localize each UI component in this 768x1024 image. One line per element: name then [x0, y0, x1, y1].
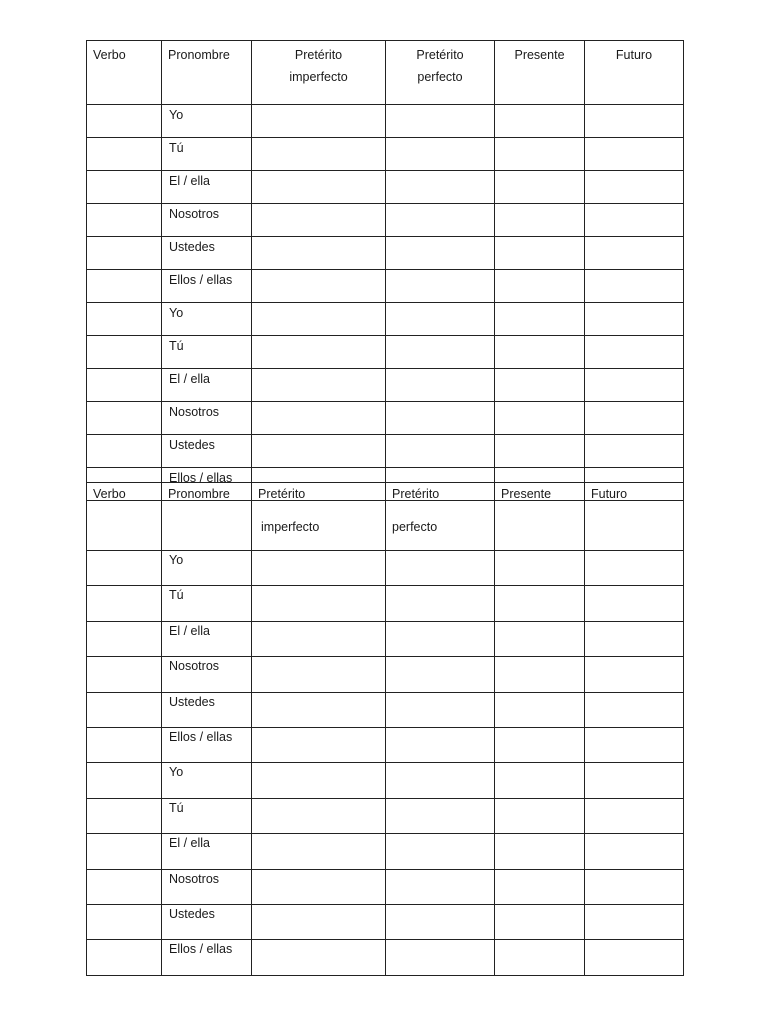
table-row — [87, 237, 684, 270]
pronombre-cell: El / ella — [162, 834, 252, 869]
preterito-perfecto-cell[interactable] — [386, 369, 495, 402]
futuro-cell[interactable] — [585, 369, 684, 402]
pronombre-cell: Nosotros — [162, 402, 252, 435]
header-preterito-imperfecto-line1: Pretérito — [258, 487, 306, 501]
verbo-cell[interactable] — [87, 204, 162, 237]
table-row — [87, 940, 684, 975]
presente-cell[interactable] — [495, 657, 585, 692]
preterito-imperfecto-cell[interactable] — [252, 763, 386, 798]
futuro-cell[interactable] — [585, 763, 684, 798]
futuro-cell[interactable] — [585, 204, 684, 237]
presente-cell[interactable] — [495, 204, 585, 237]
preterito-perfecto-cell[interactable] — [386, 763, 495, 798]
preterito-perfecto-cell[interactable] — [386, 798, 495, 833]
pronombre-cell: Nosotros — [162, 657, 252, 692]
preterito-perfecto-cell[interactable] — [386, 586, 495, 621]
presente-cell[interactable] — [495, 586, 585, 621]
header-futuro: Futuro — [585, 483, 684, 551]
table-row — [87, 904, 684, 939]
verbo-cell[interactable] — [87, 657, 162, 692]
presente-cell[interactable] — [495, 551, 585, 586]
header-pronombre: Pronombre — [162, 41, 252, 105]
pronombre-cell: Tú — [162, 798, 252, 833]
preterito-perfecto-cell[interactable] — [386, 138, 495, 171]
pronombre-cell: Ustedes — [162, 904, 252, 939]
pronombre-cell: Nosotros — [162, 869, 252, 904]
preterito-perfecto-cell[interactable] — [386, 105, 495, 138]
presente-cell[interactable] — [495, 270, 585, 303]
table-body — [87, 551, 684, 976]
futuro-cell[interactable] — [585, 171, 684, 204]
pronombre-cell: El / ella — [162, 369, 252, 402]
verbo-cell[interactable] — [87, 869, 162, 904]
table-row — [87, 105, 684, 138]
presente-cell[interactable] — [495, 834, 585, 869]
presente-cell[interactable] — [495, 621, 585, 656]
header-preterito-perfecto-line2: perfecto — [417, 70, 463, 84]
presente-cell[interactable] — [495, 435, 585, 468]
preterito-perfecto-cell[interactable] — [386, 204, 495, 237]
preterito-imperfecto-cell[interactable] — [252, 105, 386, 138]
verbo-cell[interactable] — [87, 586, 162, 621]
verbo-cell[interactable] — [87, 435, 162, 468]
pronombre-cell: Ellos / ellas — [162, 727, 252, 762]
header-row — [87, 483, 684, 551]
pronombre-cell: El / ella — [162, 171, 252, 204]
verbo-cell[interactable] — [87, 551, 162, 586]
header-preterito-imperfecto-line2: imperfecto — [289, 70, 348, 84]
pronombre-cell: Ustedes — [162, 435, 252, 468]
preterito-perfecto-cell[interactable] — [386, 270, 495, 303]
preterito-imperfecto-cell[interactable] — [252, 834, 386, 869]
futuro-cell[interactable] — [585, 270, 684, 303]
preterito-perfecto-cell[interactable] — [386, 303, 495, 336]
table-row — [87, 270, 684, 303]
futuro-cell[interactable] — [585, 940, 684, 975]
presente-cell[interactable] — [495, 171, 585, 204]
header-preterito-perfecto-line1: Pretérito — [392, 487, 440, 501]
presente-cell[interactable] — [495, 727, 585, 762]
preterito-perfecto-cell[interactable] — [386, 657, 495, 692]
preterito-imperfecto-cell[interactable] — [252, 904, 386, 939]
preterito-perfecto-cell[interactable] — [386, 692, 495, 727]
futuro-cell[interactable] — [585, 798, 684, 833]
verbo-cell[interactable] — [87, 940, 162, 975]
pronombre-cell: Tú — [162, 586, 252, 621]
futuro-cell[interactable] — [585, 435, 684, 468]
verbo-cell[interactable] — [87, 763, 162, 798]
conjugation-table-1 — [86, 40, 684, 501]
futuro-cell[interactable] — [585, 692, 684, 727]
table-row — [87, 435, 684, 468]
preterito-imperfecto-cell[interactable] — [252, 798, 386, 833]
preterito-perfecto-cell[interactable] — [386, 336, 495, 369]
presente-cell[interactable] — [495, 904, 585, 939]
preterito-imperfecto-cell[interactable] — [252, 369, 386, 402]
verbo-cell[interactable] — [87, 692, 162, 727]
verbo-cell[interactable] — [87, 105, 162, 138]
futuro-cell[interactable] — [585, 586, 684, 621]
futuro-cell[interactable] — [585, 551, 684, 586]
futuro-cell[interactable] — [585, 105, 684, 138]
table-row — [87, 336, 684, 369]
header-verbo: Verbo — [87, 41, 162, 105]
table-row — [87, 138, 684, 171]
preterito-imperfecto-cell[interactable] — [252, 138, 386, 171]
table-row — [87, 303, 684, 336]
verbo-cell[interactable] — [87, 270, 162, 303]
presente-cell[interactable] — [495, 303, 585, 336]
verbo-cell[interactable] — [87, 171, 162, 204]
verbo-cell[interactable] — [87, 727, 162, 762]
table-row — [87, 621, 684, 656]
futuro-cell[interactable] — [585, 869, 684, 904]
verbo-cell[interactable] — [87, 621, 162, 656]
table-row — [87, 657, 684, 692]
presente-cell[interactable] — [495, 369, 585, 402]
verbo-cell[interactable] — [87, 402, 162, 435]
preterito-imperfecto-cell[interactable] — [252, 621, 386, 656]
pronombre-cell: Ellos / ellas — [162, 270, 252, 303]
conjugation-table-2 — [86, 482, 684, 976]
table-row — [87, 369, 684, 402]
table-body — [87, 105, 684, 501]
preterito-imperfecto-cell[interactable] — [252, 435, 386, 468]
header-preterito-imperfecto — [252, 483, 386, 551]
preterito-perfecto-cell[interactable] — [386, 435, 495, 468]
header-presente: Presente — [495, 483, 585, 551]
pronombre-cell: Yo — [162, 105, 252, 138]
futuro-cell[interactable] — [585, 904, 684, 939]
preterito-perfecto-cell[interactable] — [386, 727, 495, 762]
futuro-cell[interactable] — [585, 621, 684, 656]
pronombre-cell: Tú — [162, 138, 252, 171]
preterito-perfecto-cell[interactable] — [386, 621, 495, 656]
preterito-imperfecto-cell[interactable] — [252, 336, 386, 369]
presente-cell[interactable] — [495, 237, 585, 270]
table-row — [87, 551, 684, 586]
pronombre-cell: Ellos / ellas — [162, 940, 252, 975]
preterito-perfecto-cell[interactable] — [386, 834, 495, 869]
preterito-imperfecto-cell[interactable] — [252, 237, 386, 270]
preterito-imperfecto-cell[interactable] — [252, 171, 386, 204]
header-preterito-imperfecto-line2: imperfecto — [261, 520, 320, 534]
pronombre-cell: Yo — [162, 303, 252, 336]
presente-cell[interactable] — [495, 402, 585, 435]
table-row — [87, 586, 684, 621]
futuro-cell[interactable] — [585, 727, 684, 762]
preterito-imperfecto-cell[interactable] — [252, 303, 386, 336]
header-preterito-perfecto-line1: Pretérito — [416, 48, 464, 62]
preterito-imperfecto-cell[interactable] — [252, 727, 386, 762]
preterito-perfecto-cell[interactable] — [386, 940, 495, 975]
pronombre-cell: Yo — [162, 763, 252, 798]
header-verbo: Verbo — [87, 483, 162, 551]
presente-cell[interactable] — [495, 798, 585, 833]
header-row — [87, 41, 684, 105]
header-preterito-perfecto-line2: perfecto — [392, 520, 438, 534]
preterito-imperfecto-cell[interactable] — [252, 270, 386, 303]
preterito-imperfecto-cell[interactable] — [252, 551, 386, 586]
table-row — [87, 727, 684, 762]
preterito-perfecto-cell[interactable] — [386, 171, 495, 204]
futuro-cell[interactable] — [585, 336, 684, 369]
preterito-imperfecto-cell[interactable] — [252, 692, 386, 727]
preterito-imperfecto-cell[interactable] — [252, 940, 386, 975]
presente-cell[interactable] — [495, 138, 585, 171]
preterito-imperfecto-cell[interactable] — [252, 204, 386, 237]
pronombre-cell: Nosotros — [162, 204, 252, 237]
header-presente: Presente — [495, 41, 585, 105]
header-preterito-imperfecto — [252, 41, 386, 105]
table-row — [87, 692, 684, 727]
preterito-imperfecto-cell[interactable] — [252, 402, 386, 435]
futuro-cell[interactable] — [585, 237, 684, 270]
table-row — [87, 763, 684, 798]
preterito-imperfecto-cell[interactable] — [252, 869, 386, 904]
verbo-cell[interactable] — [87, 904, 162, 939]
header-preterito-perfecto — [386, 41, 495, 105]
presente-cell[interactable] — [495, 869, 585, 904]
preterito-perfecto-cell[interactable] — [386, 904, 495, 939]
futuro-cell[interactable] — [585, 834, 684, 869]
verbo-cell[interactable] — [87, 237, 162, 270]
verbo-cell[interactable] — [87, 369, 162, 402]
futuro-cell[interactable] — [585, 657, 684, 692]
pronombre-cell: Tú — [162, 336, 252, 369]
table-row — [87, 869, 684, 904]
pronombre-cell: Yo — [162, 551, 252, 586]
table-row — [87, 834, 684, 869]
header-preterito-perfecto — [386, 483, 495, 551]
pronombre-cell: Ustedes — [162, 237, 252, 270]
table-row — [87, 171, 684, 204]
verbo-cell[interactable] — [87, 834, 162, 869]
verbo-cell[interactable] — [87, 303, 162, 336]
presente-cell[interactable] — [495, 105, 585, 138]
preterito-imperfecto-cell[interactable] — [252, 586, 386, 621]
presente-cell[interactable] — [495, 940, 585, 975]
pronombre-cell: El / ella — [162, 621, 252, 656]
preterito-perfecto-cell[interactable] — [386, 237, 495, 270]
preterito-perfecto-cell[interactable] — [386, 402, 495, 435]
header-futuro: Futuro — [585, 41, 684, 105]
preterito-imperfecto-cell[interactable] — [252, 657, 386, 692]
verbo-cell[interactable] — [87, 798, 162, 833]
presente-cell[interactable] — [495, 763, 585, 798]
futuro-cell[interactable] — [585, 138, 684, 171]
preterito-perfecto-cell[interactable] — [386, 551, 495, 586]
header-pronombre: Pronombre — [162, 483, 252, 551]
pronombre-cell: Ustedes — [162, 692, 252, 727]
futuro-cell[interactable] — [585, 303, 684, 336]
futuro-cell[interactable] — [585, 402, 684, 435]
verbo-cell[interactable] — [87, 336, 162, 369]
table-row — [87, 402, 684, 435]
presente-cell[interactable] — [495, 692, 585, 727]
table-row — [87, 204, 684, 237]
preterito-perfecto-cell[interactable] — [386, 869, 495, 904]
pronombre-cell: Ellos / ellas — [162, 468, 252, 501]
table-row — [87, 798, 684, 833]
verbo-cell[interactable] — [87, 138, 162, 171]
header-preterito-imperfecto-line1: Pretérito — [294, 48, 343, 62]
presente-cell[interactable] — [495, 336, 585, 369]
